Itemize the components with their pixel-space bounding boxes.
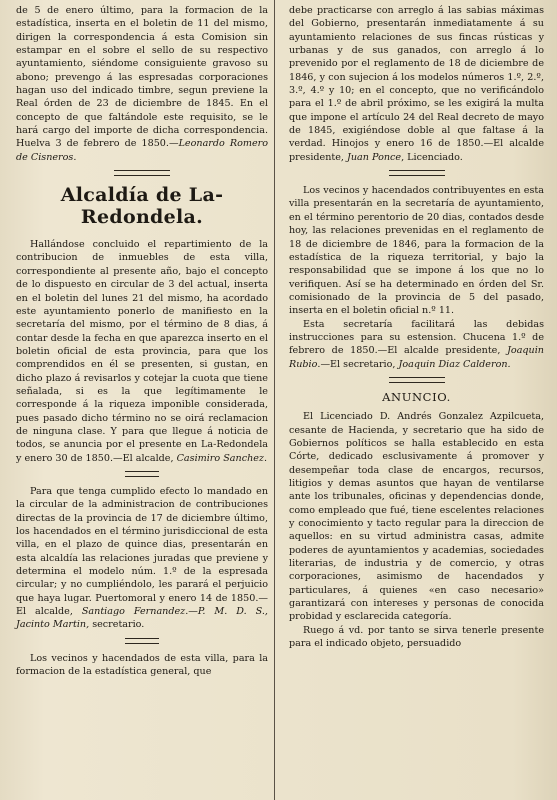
article-text: .—El secretario, [317,358,399,370]
section-separator [125,471,159,477]
section-separator [125,638,159,644]
section-separator [114,170,170,176]
article-text: Los vecinos y hacendados de esta villa, para la formacion de la estadística general, que [16,652,268,678]
article-text: Para que tenga cumplido efecto lo mandado en la circular de la administracion de contribuciones directas de la provincia de 17 de diciembre último, los hacendados en el término jurisdiccional de esta villa, en el plazo de quince dias, presentarán en esta alcaldía las relaciones juradas que previene y determina el modelo núm. 1.º de la espresada circular; y no cumpliéndolo, les parará el perjuicio que haya lugar. Puertomoral y enero 14 de 1850.—El alcalde, [16,485,268,618]
section-separator [389,377,445,383]
article-chucena [289,184,544,317]
signature: Leonardo Romero de Cisneros. [16,138,268,163]
article-text: de 5 de enero último, para la formacion de la estadística, inserta en el boletin de 11 del mismo, dirigen la correspondencia á esta Comision sin estampar en el sobre el sello de su respectivo ayuntamiento, siéndome consiguiente gravoso su abono; prevengo á las espresadas corporaciones hagan uso del indicado timbre, segun previene la Real órden de 23 de diciembre de 1845. En el concepto de que faltándole este requisito, se le hará cargo del importe de dicha correspondencia. Huelva 3 de febrero de 1850.— [16,5,268,150]
article-text: secretario. [92,619,145,631]
article-text: , Licenciado. [401,151,463,163]
article-text: Esta secretaría facilitará las debidas instrucciones para su estension. Chucena 1.º de febrero de 1850.—El alcalde presidente, [289,318,544,357]
article-text: Hallándose concluido el repartimiento de la contribucion de inmuebles de esta villa, correspondiente al presente año, bajo el concepto de lo dispuesto en circular de 3 del actual, inserta en el boletin del lunes 21 del mismo, ha acordado este ayuntamiento ponerlo de manifiesto en la secretaría del mismo, por el término de 8 dias, á contar desde la fecha en que aparezca inserto en el boletin oficial de esta provincia, para que los comprendidos en él se presenten, si gustan, en dicho plazo á revisarlos y cotejar la cuota que tiene señalada, si es la que legítimamente le corresponde á la riqueza imponible considerada, pues pasado dicho término no se oirá reclamacion de ninguna clase. Y para que llegue á noticia de todos, se anuncia por el presente en La-Redondela y enero 30 de 1850.—El alcalde, [16,239,268,464]
article-huelva-end [16,4,268,164]
article-hinojos-end [289,4,544,164]
article-text: El Licenciado D. Andrés Gonzalez Azpilcueta, cesante de Hacienda, y secretario que ha sido de Gobiernos políticos se halla establecido en esta Córte, dedicado esclusivamente á promover y desempeñar toda clase de encargos, recursos, litigios y demas asuntos que hayan de ventilarse ante los tribunales, oficinas y dependencias donde, como empleado que fué, tiene escelentes relaciones y conocimiento y tacto regular para la direccion de aquellos: en su virtud administra casas, admite poderes de ayuntamientos y academias, sociedades literarias, de industria y de comercio, y otras corporaciones, asimismo de hacendados y particulares, á quienes «en caso necesario» garantizará con intereses y personas de conocida probidad y esclarecida categoría. [289,411,544,623]
article-anuncio [289,410,544,624]
article-puertomoral [16,485,268,632]
column-rule [274,0,275,800]
signature: Santiago Fernandez.—P. M. D. S., Jacinto Martin, [16,606,268,631]
article-redondela [16,238,268,465]
article-text: Ruego á vd. por tanto se sirva tenerle presente para el indicado objeto, persuadido [289,624,544,650]
article-chucena-2 [289,318,544,371]
article-text: debe practicarse con arreglo á las sabias máximas del Gobierno, presentarán inmediatamente á su ayuntamiento relaciones de sus fincas rústicas y urbanas y de sus ganados, con arreglo á lo prevenido por el reglamento de 18 de diciembre de 1846, y con sujecion á los modelos números 1.º, 2.º, 3.º, 4.º y 10; en el concepto, que no verificándolo para el 1.º de abril próximo, se les exigirá la multa que impone el artículo 24 del Real decreto de mayo de 1845, exigiéndose doble al que faltase á la verdad. Hinojos y enero 16 de 1850.—El alcalde presidente, [289,5,544,163]
section-separator [389,170,445,176]
article-hinojos-start [16,652,268,679]
right-column [289,4,544,650]
article-text: Los vecinos y hacendados contribuyentes en esta villa presentarán en la secretaría de ayuntamiento, en el término perentorio de 20 dias, contados desde hoy, las relaciones prevenidas en el reglamento de 18 de diciembre de 1846, para la formacion de la estadística de la riqueza territorial, y bajo la responsabilidad que se impone á los que no lo verifiquen. Así se ha determinado en órden del Sr. comisionado de la provincia de 5 del pasado, inserta en el boletin oficial n.º 11. [289,185,544,317]
anuncio-heading: ANUNCIO. [382,389,451,404]
signature: Joaquin Rubio [289,345,544,370]
signature: Casimiro Sanchez. [176,452,268,464]
article-anuncio-2 [289,624,544,651]
left-column [16,4,268,678]
section-heading-redondela: Alcaldía de La-Redondela. [60,184,224,229]
signature: Juan Ponce [347,151,402,163]
signature: Joaquin Diaz Calderon. [398,358,511,370]
